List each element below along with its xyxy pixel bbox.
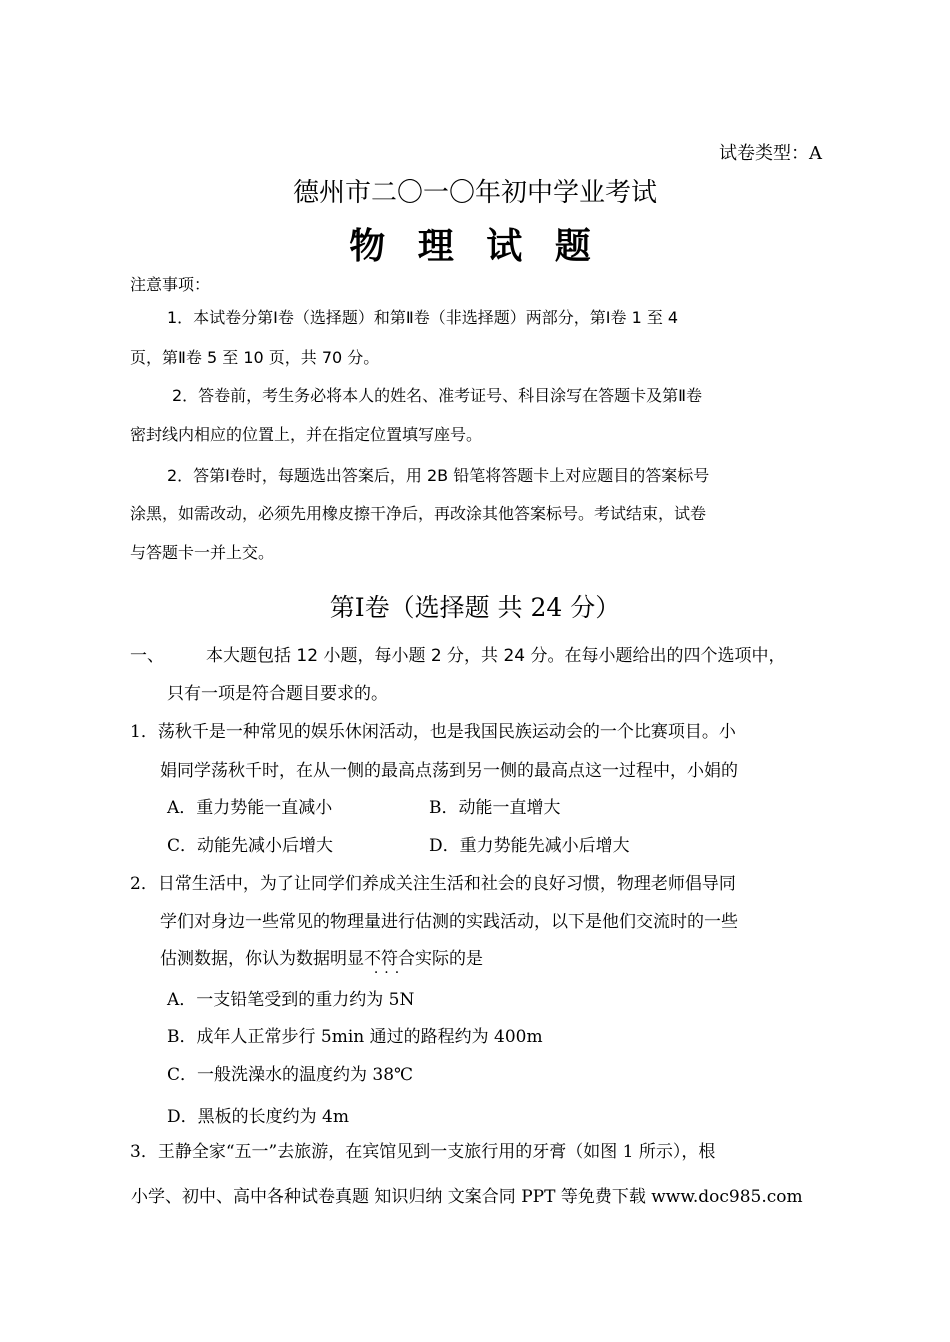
question-2-option-a: A．一支铅笔受到的重力约为 5N xyxy=(167,990,415,1010)
question-2-option-b: B．成年人正常步行 5min 通过的路程约为 400m xyxy=(167,1027,543,1047)
question-2-line-2: 学们对身边一些常见的物理量进行估测的实践活动，以下是他们交流时的一些 xyxy=(160,912,738,932)
question-1-option-a: A．重力势能一直减小 xyxy=(167,798,333,818)
question-1-line-1: 1．荡秋千是一种常见的娱乐休闲活动，也是我国民族运动会的一个比赛项目。小 xyxy=(130,722,736,742)
note-1-line-1: 1．本试卷分第Ⅰ卷（选择题）和第Ⅱ卷（非选择题）两部分，第Ⅰ卷 1 至 4 xyxy=(167,308,679,327)
note-1-line-2: 页，第Ⅱ卷 5 至 10 页，共 70 分。 xyxy=(130,348,380,367)
note-2-line-2: 密封线内相应的位置上，并在指定位置填写座号。 xyxy=(130,425,483,444)
question-3-line-1: 3．王静全家“五一”去旅游，在宾馆见到一支旅行用的牙膏（如图 1 所示），根 xyxy=(130,1142,716,1162)
question-1-option-d: D．重力势能先减小后增大 xyxy=(429,836,630,856)
question-2-stem-suffix: 实际的是 xyxy=(415,949,483,969)
question-2-line-3 xyxy=(160,944,483,981)
footer-text: 小学、初中、高中各种试卷真题 知识归纳 文案合同 PPT 等免费下载 www.doc985.com xyxy=(131,1187,803,1207)
notes-heading: 注意事项： xyxy=(130,275,211,294)
section-heading: 第Ⅰ卷（选择题 共 24 分） xyxy=(329,593,621,622)
note-2-line-1: 2．答卷前，考生务必将本人的姓名、准考证号、科目涂写在答题卡及第Ⅱ卷 xyxy=(172,386,703,405)
emphasis-word: 不符合 xyxy=(364,949,415,969)
question-2-option-d: D．黑板的长度约为 4m xyxy=(167,1107,349,1127)
note-3-line-2: 涂黑，如需改动，必须先用橡皮擦干净后，再改涂其他答案标号。考试结束，试卷 xyxy=(130,504,707,523)
emphasis-text xyxy=(364,944,415,981)
part-instruction-line-1: 本大题包括 12 小题，每小题 2 分，共 24 分。在每小题给出的四个选项中， xyxy=(206,646,786,666)
question-2-line-1: 2．日常生活中，为了让同学们养成关注生活和社会的良好习惯，物理老师倡导同 xyxy=(130,874,736,894)
part-number: 一、 xyxy=(130,646,164,666)
question-2-option-c: C．一般洗澡水的温度约为 38℃ xyxy=(167,1065,414,1085)
note-3-line-1: 2．答第Ⅰ卷时，每题选出答案后，用 2B 铅笔将答题卡上对应题目的答案标号 xyxy=(167,466,710,485)
part-instruction-line-2: 只有一项是符合题目要求的。 xyxy=(167,684,388,704)
question-1-option-b: B．动能一直增大 xyxy=(429,798,561,818)
question-1-line-2: 娟同学荡秋千时，在从一侧的最高点荡到另一侧的最高点这一过程中，小娟的 xyxy=(160,761,738,781)
subject-title: 物 理 试 题 xyxy=(349,226,601,267)
question-2-stem-prefix: 估测数据，你认为数据明显 xyxy=(160,949,364,969)
question-1-option-c: C．动能先减小后增大 xyxy=(167,836,334,856)
emphasis-dots: ··· xyxy=(373,965,406,981)
exam-title: 德州市二〇一〇年初中学业考试 xyxy=(292,178,657,208)
note-3-line-3: 与答题卡一并上交。 xyxy=(130,543,275,562)
paper-type-label: 试卷类型：A xyxy=(719,143,822,164)
